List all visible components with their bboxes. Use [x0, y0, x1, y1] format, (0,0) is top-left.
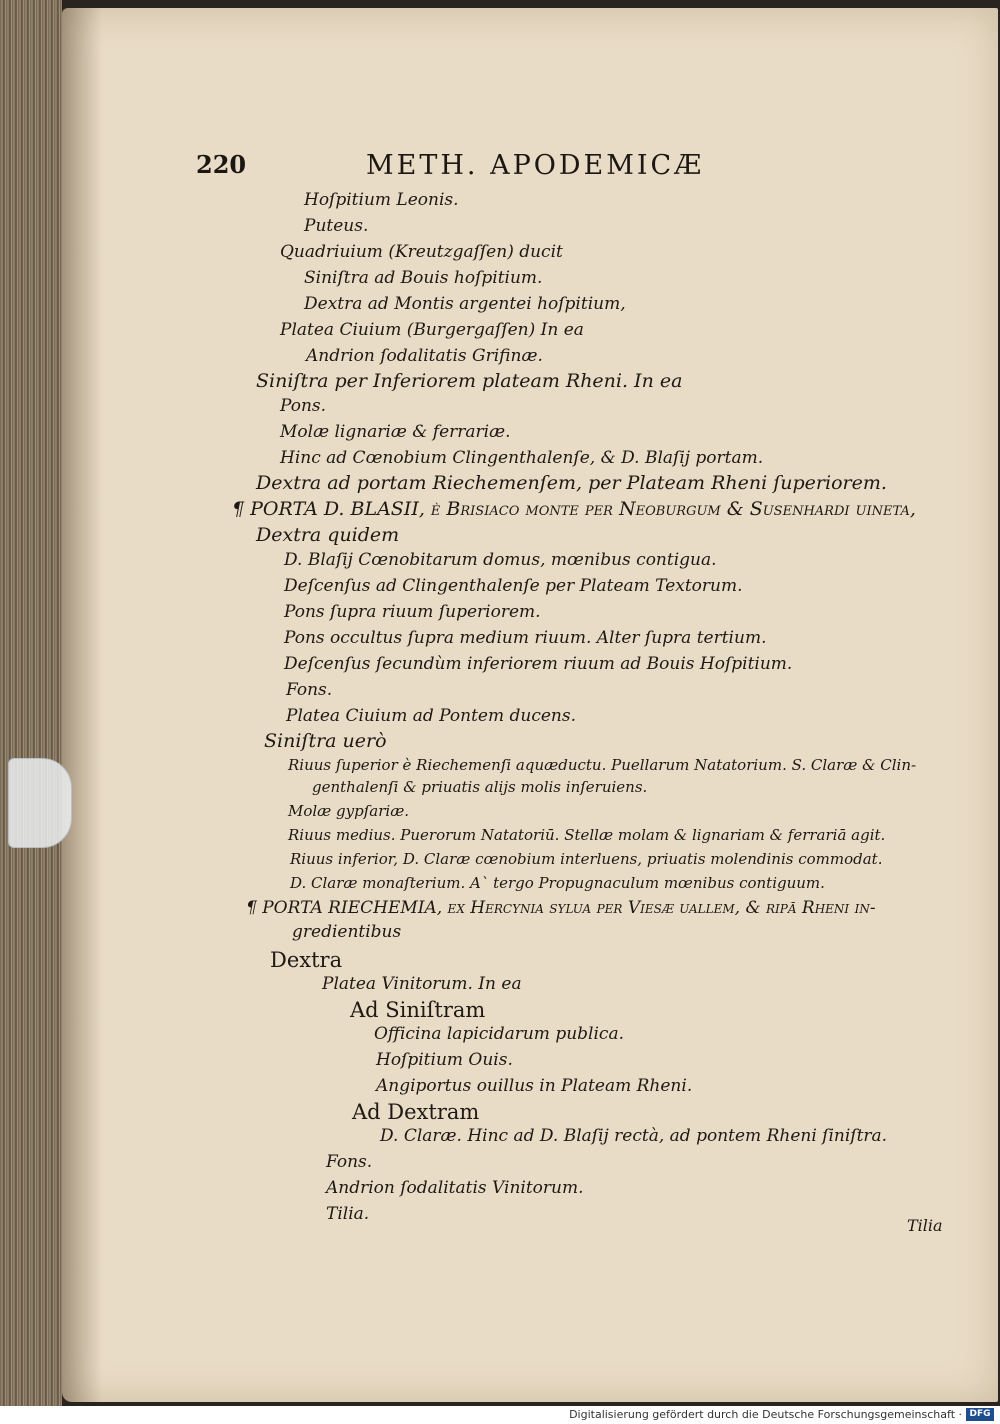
text-line: Platea Ciuium ad Pontem ducens. — [286, 706, 577, 726]
text-line: D. Claræ. Hinc ad D. Blaſij rectà, ad pontem Rheni ſiniſtra. — [380, 1126, 888, 1146]
text-line: Pons occultus ſupra medium riuum. Alter ſupra tertium. — [284, 628, 767, 648]
text-line: D. Blaſij Cœnobitarum domus, mœnibus contigua. — [284, 550, 717, 570]
text-line: Riuus inferior, D. Claræ cœnobium interluens, priuatis molendinis commodat. — [290, 850, 883, 868]
footer-credit: Digitalisierung gefördert durch die Deutsche Forschungsgemeinschaft · — [569, 1408, 962, 1421]
text-line: Tilia. — [326, 1204, 370, 1224]
text-line: Siniſtra ad Bouis hoſpitium. — [304, 268, 543, 288]
text-line: Riuus medius. Puerorum Natatoriū. Stellæ molam & lignariam & ferrariā agit. — [288, 826, 886, 844]
text-line: Siniſtra uerò — [264, 730, 387, 752]
text-line: Deſcenſus ad Clingenthalenſe per Plateam Textorum. — [284, 576, 743, 596]
text-line: Puteus. — [304, 216, 369, 236]
text-line: Ad Dextram — [352, 1100, 480, 1124]
page-edges — [0, 0, 62, 1406]
page-clip — [8, 758, 72, 848]
page-header — [0, 150, 1000, 190]
text-line: Fons. — [326, 1152, 373, 1172]
text-line: Platea Ciuium (Burgergaſſen) In ea — [280, 320, 584, 340]
text-line: Angiportus ouillus in Plateam Rheni. — [376, 1076, 693, 1096]
text-line: Andrion ſodalitatis Grifinæ. — [306, 346, 543, 366]
text-line: Dextra — [270, 948, 343, 972]
text-line: Dextra ad portam Riechemenſem, per Plateam Rheni ſuperiorem. — [256, 472, 887, 494]
text-line: Quadriuium (Kreutzgaſſen) ducit — [280, 242, 563, 262]
digitization-footer — [0, 1406, 1000, 1424]
text-line: genthalenſi & priuatis alijs molis inſeruiens. — [312, 778, 648, 796]
text-line: Riuus ſuperior è Riechemenſi aquæductu. Puellarum Natatorium. S. Claræ & Clin- — [288, 756, 917, 774]
text-line: gredientibus — [292, 922, 402, 942]
text-line: Hoſpitium Ouis. — [376, 1050, 513, 1070]
text-line: Platea Vinitorum. In ea — [322, 974, 522, 994]
text-line: D. Claræ monaſterium. A` tergo Propugnaculum mœnibus contiguum. — [290, 874, 825, 892]
text-line: Ad Siniſtram — [350, 998, 486, 1022]
text-line: Officina lapicidarum publica. — [374, 1024, 624, 1044]
text-line: Molæ gypſariæ. — [288, 802, 410, 820]
text-line: Pons. — [280, 396, 327, 416]
text-line: Fons. — [286, 680, 333, 700]
text-line: Hinc ad Cœnobium Clingenthalenſe, & D. Blaſij portam. — [280, 448, 764, 468]
text-line: Hoſpitium Leonis. — [304, 190, 459, 210]
catchword: Tilia — [907, 1216, 943, 1235]
text-line: Siniſtra per Inferiorem plateam Rheni. In ea — [256, 370, 683, 392]
section-heading: ¶ PORTA RIECHEMIA, ex Hercynia ſylua per Vieſæ uallem, & ripā Rheni in- — [246, 898, 876, 918]
text-line: Deſcenſus ſecundùm inferiorem riuum ad Bouis Hoſpitium. — [284, 654, 793, 674]
text-line: Dextra ad Montis argentei hoſpitium, — [304, 294, 626, 314]
page-number: 220 — [196, 150, 247, 179]
text-line: Dextra quidem — [256, 524, 400, 546]
text-line: Molæ lignariæ & ferrariæ. — [280, 422, 511, 442]
gutter-shadow — [62, 8, 102, 1402]
running-head: METH. APODEMICÆ — [366, 150, 705, 181]
section-heading: ¶ PORTA D. BLASII, è Briſiaco monte per Neoburgum & Suſenhardi uineta, — [232, 498, 916, 520]
dfg-logo-icon: DFG — [966, 1408, 994, 1421]
text-line: Pons ſupra riuum ſuperiorem. — [284, 602, 541, 622]
text-line: Andrion ſodalitatis Vinitorum. — [326, 1178, 584, 1198]
